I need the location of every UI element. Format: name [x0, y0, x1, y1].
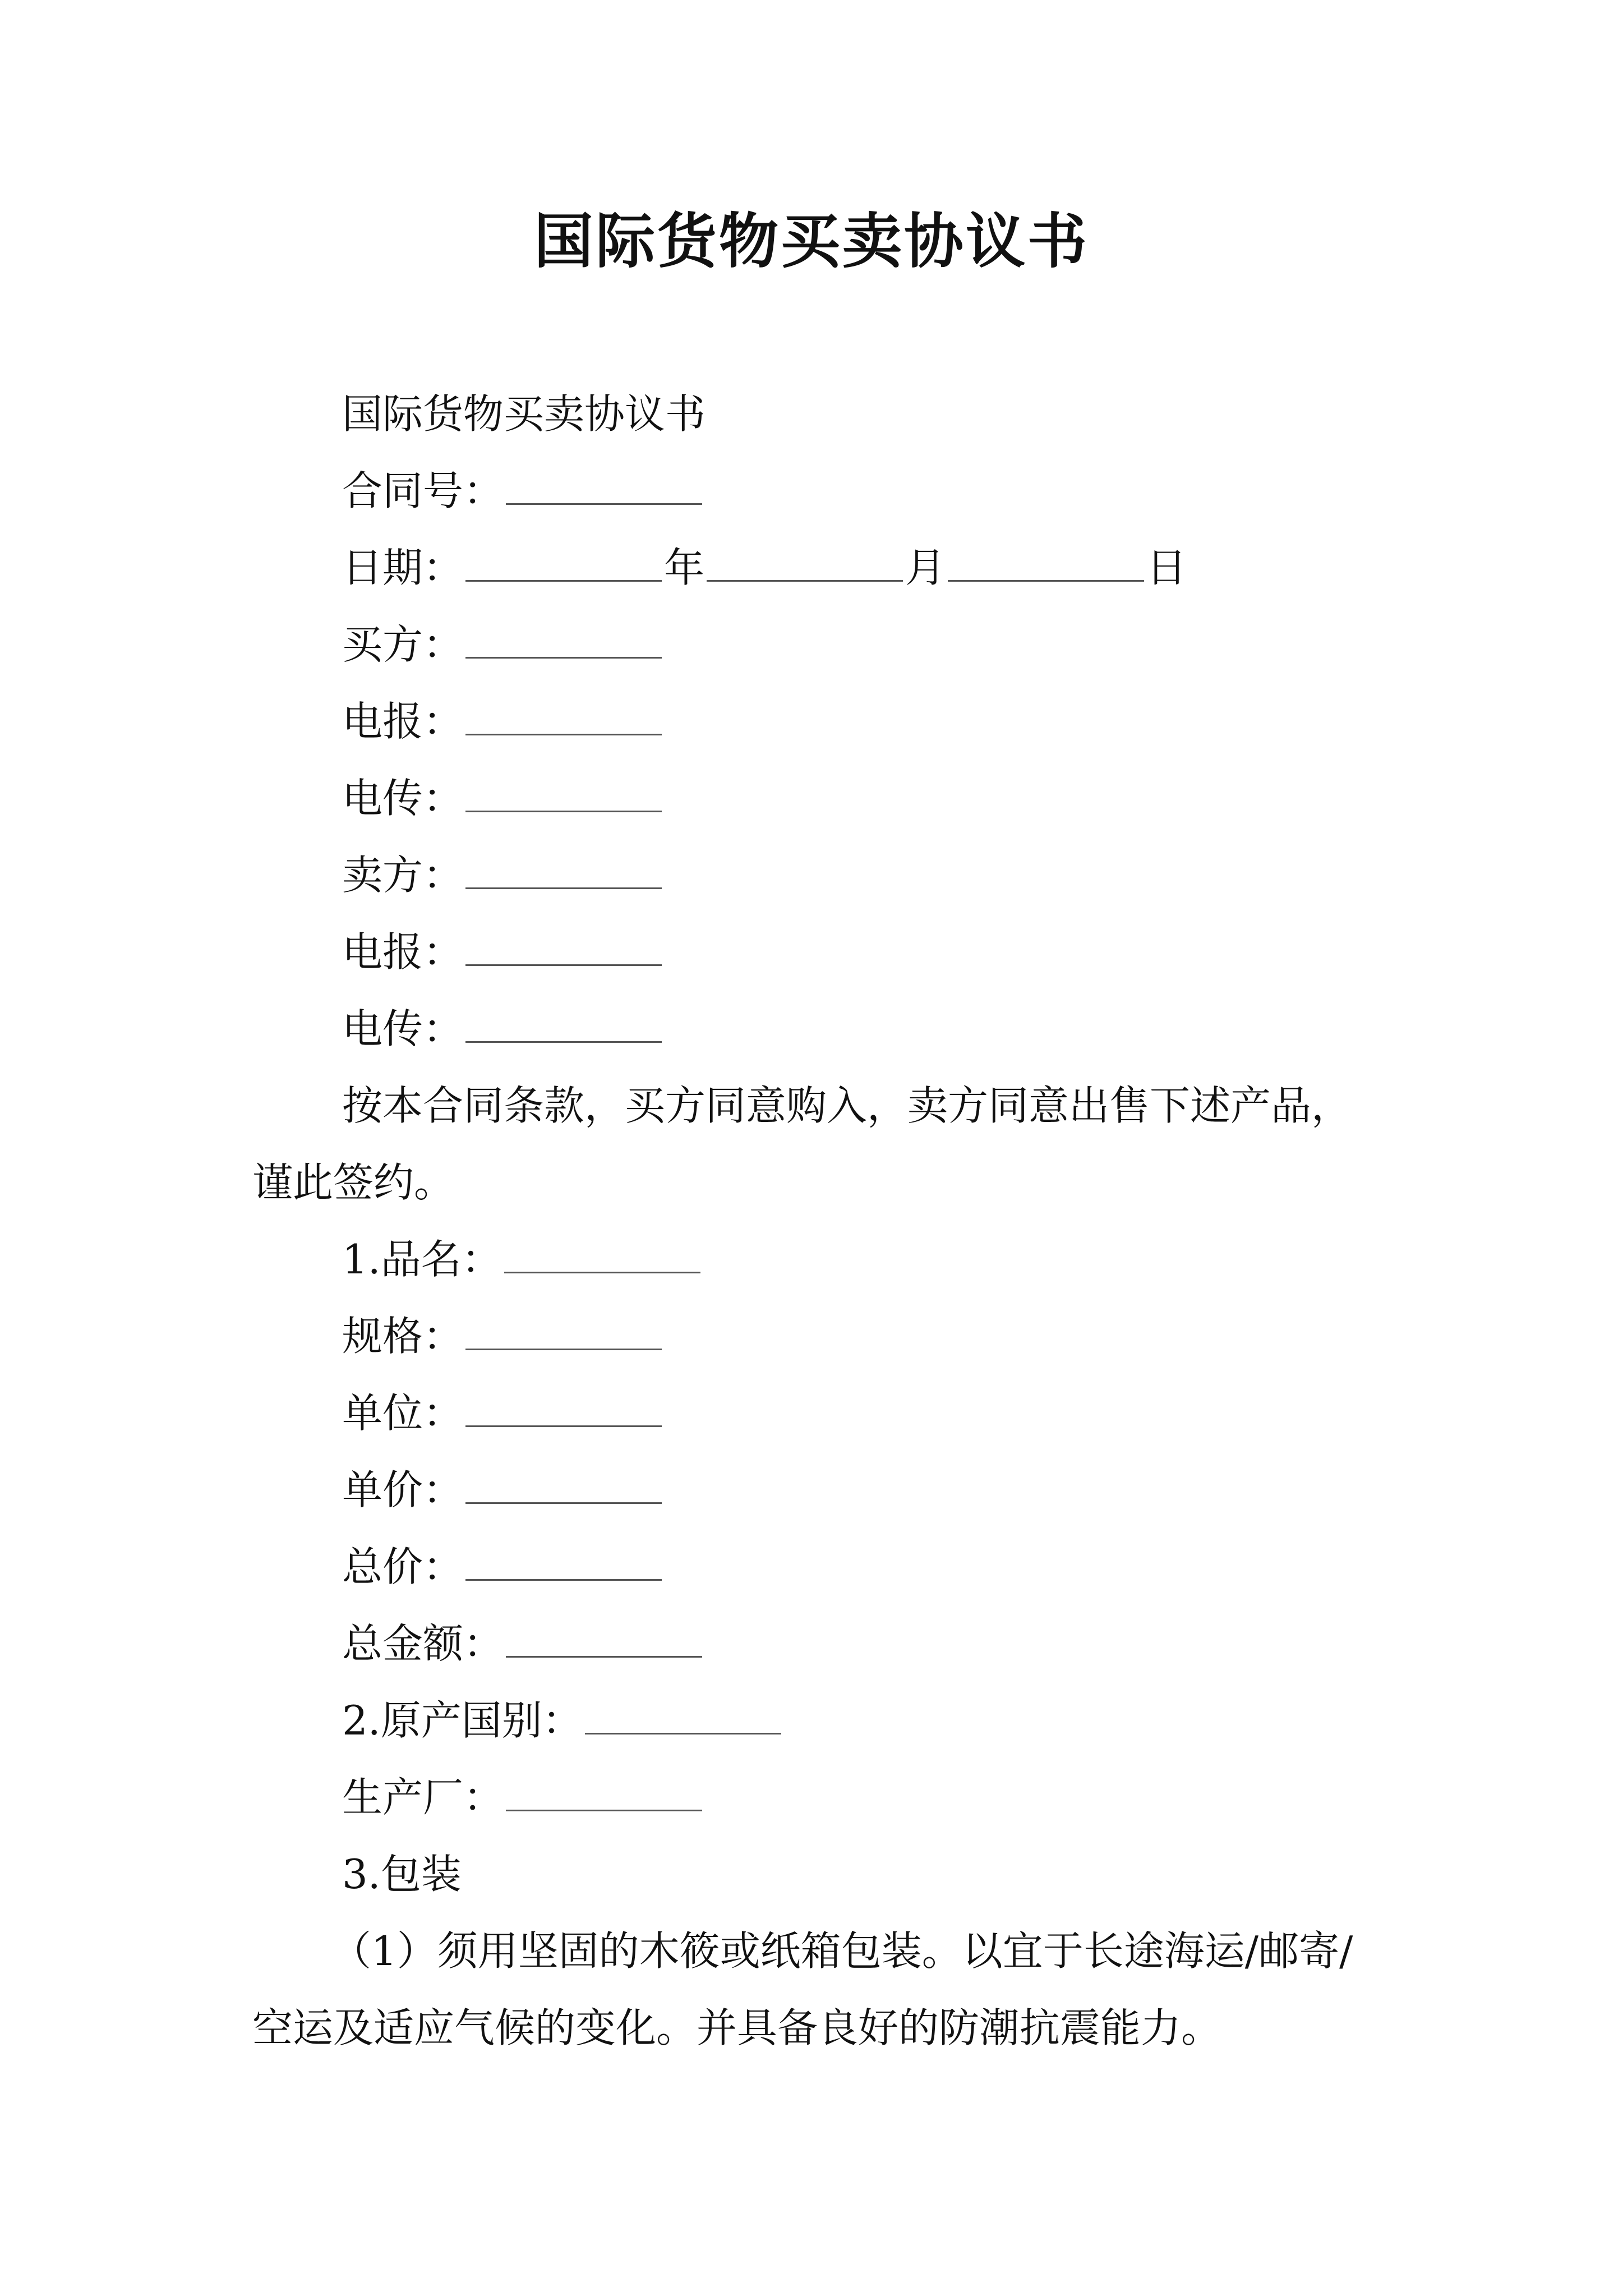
manufacturer-row [252, 1759, 1388, 1836]
contract-no-label: 合同号： [342, 467, 504, 514]
seller-fax-blank [465, 1009, 662, 1043]
date-year-blank [465, 547, 662, 582]
total-price-label: 总价： [342, 1543, 464, 1590]
buyer-fax-label: 电传： [342, 775, 464, 822]
unit-price-label: 单价： [342, 1466, 464, 1513]
total-amount-label: 总金额： [342, 1620, 504, 1667]
total-price-blank [465, 1547, 662, 1581]
item1-blank [504, 1239, 700, 1273]
manufacturer-label: 生产厂： [342, 1774, 504, 1821]
contract-no-blank [506, 471, 702, 505]
item1-row [252, 1221, 1388, 1298]
buyer-fax-row [252, 760, 1388, 837]
buyer-telegram-blank [465, 701, 662, 735]
unit-blank [465, 1393, 662, 1427]
date-day-label: 日 [1146, 544, 1187, 591]
seller-blank [465, 855, 662, 889]
document-body [252, 376, 1388, 2067]
unit-row [252, 1375, 1388, 1452]
date-month-blank [707, 547, 903, 582]
item2-blank [585, 1700, 781, 1734]
seller-fax-row [252, 991, 1388, 1068]
date-label: 日期： [342, 544, 464, 591]
unit-price-row [252, 1452, 1388, 1529]
date-month-label: 月 [905, 544, 946, 591]
document-title: 国际货物买卖协议书 [534, 206, 1089, 276]
spec-label: 规格： [342, 1313, 464, 1360]
total-amount-row [252, 1605, 1388, 1682]
manufacturer-blank [506, 1777, 702, 1811]
seller-row [252, 837, 1388, 914]
item2-label: 2.原产国别： [342, 1697, 583, 1744]
packing-clause-1: （1）须用坚固的木筱或纸箱包装。以宜于长途海运/邮寄/空运及适应气候的变化。并具备良好的防潮抗震能力。 [252, 1927, 1353, 2051]
intro-paragraph: 按本合同条款，买方同意购入，卖方同意出售下述产品，谨此签约。 [252, 1082, 1352, 1206]
date-row [252, 530, 1388, 606]
item1-label: 1.品名： [342, 1236, 502, 1283]
item2-row [252, 1682, 1388, 1759]
buyer-fax-blank [465, 778, 662, 812]
seller-fax-label: 电传： [342, 1005, 464, 1052]
contract-no-row [252, 453, 1388, 530]
buyer-blank [465, 624, 662, 659]
buyer-row [252, 606, 1388, 683]
subtitle [252, 376, 1388, 453]
item3-row [252, 1836, 1388, 1913]
total-price-row [252, 1529, 1388, 1605]
date-day-blank [948, 547, 1144, 582]
buyer-telegram-row [252, 683, 1388, 760]
item3-label: 3.包装 [342, 1851, 462, 1898]
subtitle-text: 国际货物买卖协议书 [342, 390, 706, 438]
spec-blank [465, 1316, 662, 1350]
date-year-label: 年 [664, 544, 705, 591]
spec-row [252, 1298, 1388, 1375]
seller-telegram-label: 电报： [342, 928, 464, 976]
unit-label: 单位： [342, 1389, 464, 1437]
buyer-label: 买方： [342, 621, 464, 668]
seller-label: 卖方： [342, 852, 464, 899]
seller-telegram-row [252, 914, 1388, 991]
unit-price-blank [465, 1470, 662, 1504]
buyer-telegram-label: 电报： [342, 698, 464, 745]
seller-telegram-blank [465, 932, 662, 966]
total-amount-blank [506, 1623, 702, 1658]
